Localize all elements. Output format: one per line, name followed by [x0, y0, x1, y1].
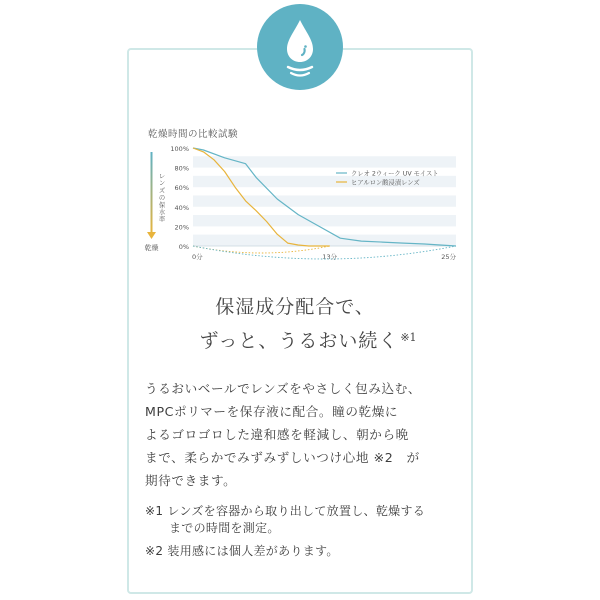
y-axis-label-char: 保 — [158, 201, 166, 209]
y-axis-label-char: の — [158, 194, 166, 202]
legend-label: ヒアルロン酸浸漬レンズ — [351, 179, 420, 187]
y-axis-label-char: 率 — [158, 216, 166, 224]
footnote-1 — [145, 503, 465, 537]
y-tick-label: 60% — [174, 184, 189, 193]
footnote-1-line-1: ※1 レンズを容器から取り出して放置し、乾燥する — [145, 504, 426, 518]
grid-band — [193, 156, 456, 167]
grid-band — [193, 195, 456, 206]
grid-band — [193, 235, 456, 246]
y-axis-label-char: ズ — [158, 187, 166, 195]
y-axis-arrow-shaft — [151, 152, 153, 234]
x-tick-label: 25分 — [441, 253, 456, 261]
headline-footnote-mark: ※1 — [400, 331, 417, 344]
y-tick-label: 100% — [170, 145, 189, 153]
body-line: MPCポリマーを保存液に配合。瞳の乾燥に — [145, 404, 399, 419]
water-drop-badge — [257, 4, 343, 90]
dry-time-chart — [140, 140, 465, 270]
body-line: うるおいベールでレンズをやさしく包み込む、 — [145, 381, 422, 396]
y-bottom-label: 乾燥 — [144, 244, 159, 252]
water-drop-icon — [257, 4, 343, 90]
body-line: よるゴロゴロした違和感を軽減し、朝から晩 — [145, 427, 409, 442]
y-tick-label: 0% — [178, 243, 189, 251]
y-tick-label: 20% — [174, 223, 189, 232]
headline-line-2 — [8, 326, 600, 353]
y-axis-label-char: レ — [158, 173, 166, 180]
y-axis-label-char: ン — [158, 180, 166, 188]
body-text — [145, 377, 465, 492]
chart-title: 乾燥時間の比較試験 — [148, 129, 239, 140]
x-tick-label: 0分 — [192, 253, 203, 261]
body-line: 期待できます。 — [145, 473, 237, 488]
footnote-1-line-2: までの時間を測定。 — [169, 521, 280, 535]
legend-label: クレオ 2ウィーク UV モイスト — [351, 170, 439, 178]
headline-line-1: 保湿成分配合で、 — [215, 296, 375, 318]
headline-line-2-text: ずっと、うるおい続く — [199, 330, 399, 352]
x-tick-label: 13分 — [322, 253, 338, 261]
y-axis-arrow-head — [147, 232, 156, 239]
grid-band — [193, 215, 456, 226]
y-axis-label-char: 水 — [158, 209, 166, 216]
y-tick-label: 40% — [174, 203, 189, 212]
y-tick-label: 80% — [174, 164, 189, 173]
body-line: まで、柔らかでみずみずしいつけ心地 ※2 が — [145, 450, 420, 465]
footnote-2: ※2 装用感には個人差があります。 — [145, 544, 339, 558]
y-axis-label — [159, 173, 166, 223]
